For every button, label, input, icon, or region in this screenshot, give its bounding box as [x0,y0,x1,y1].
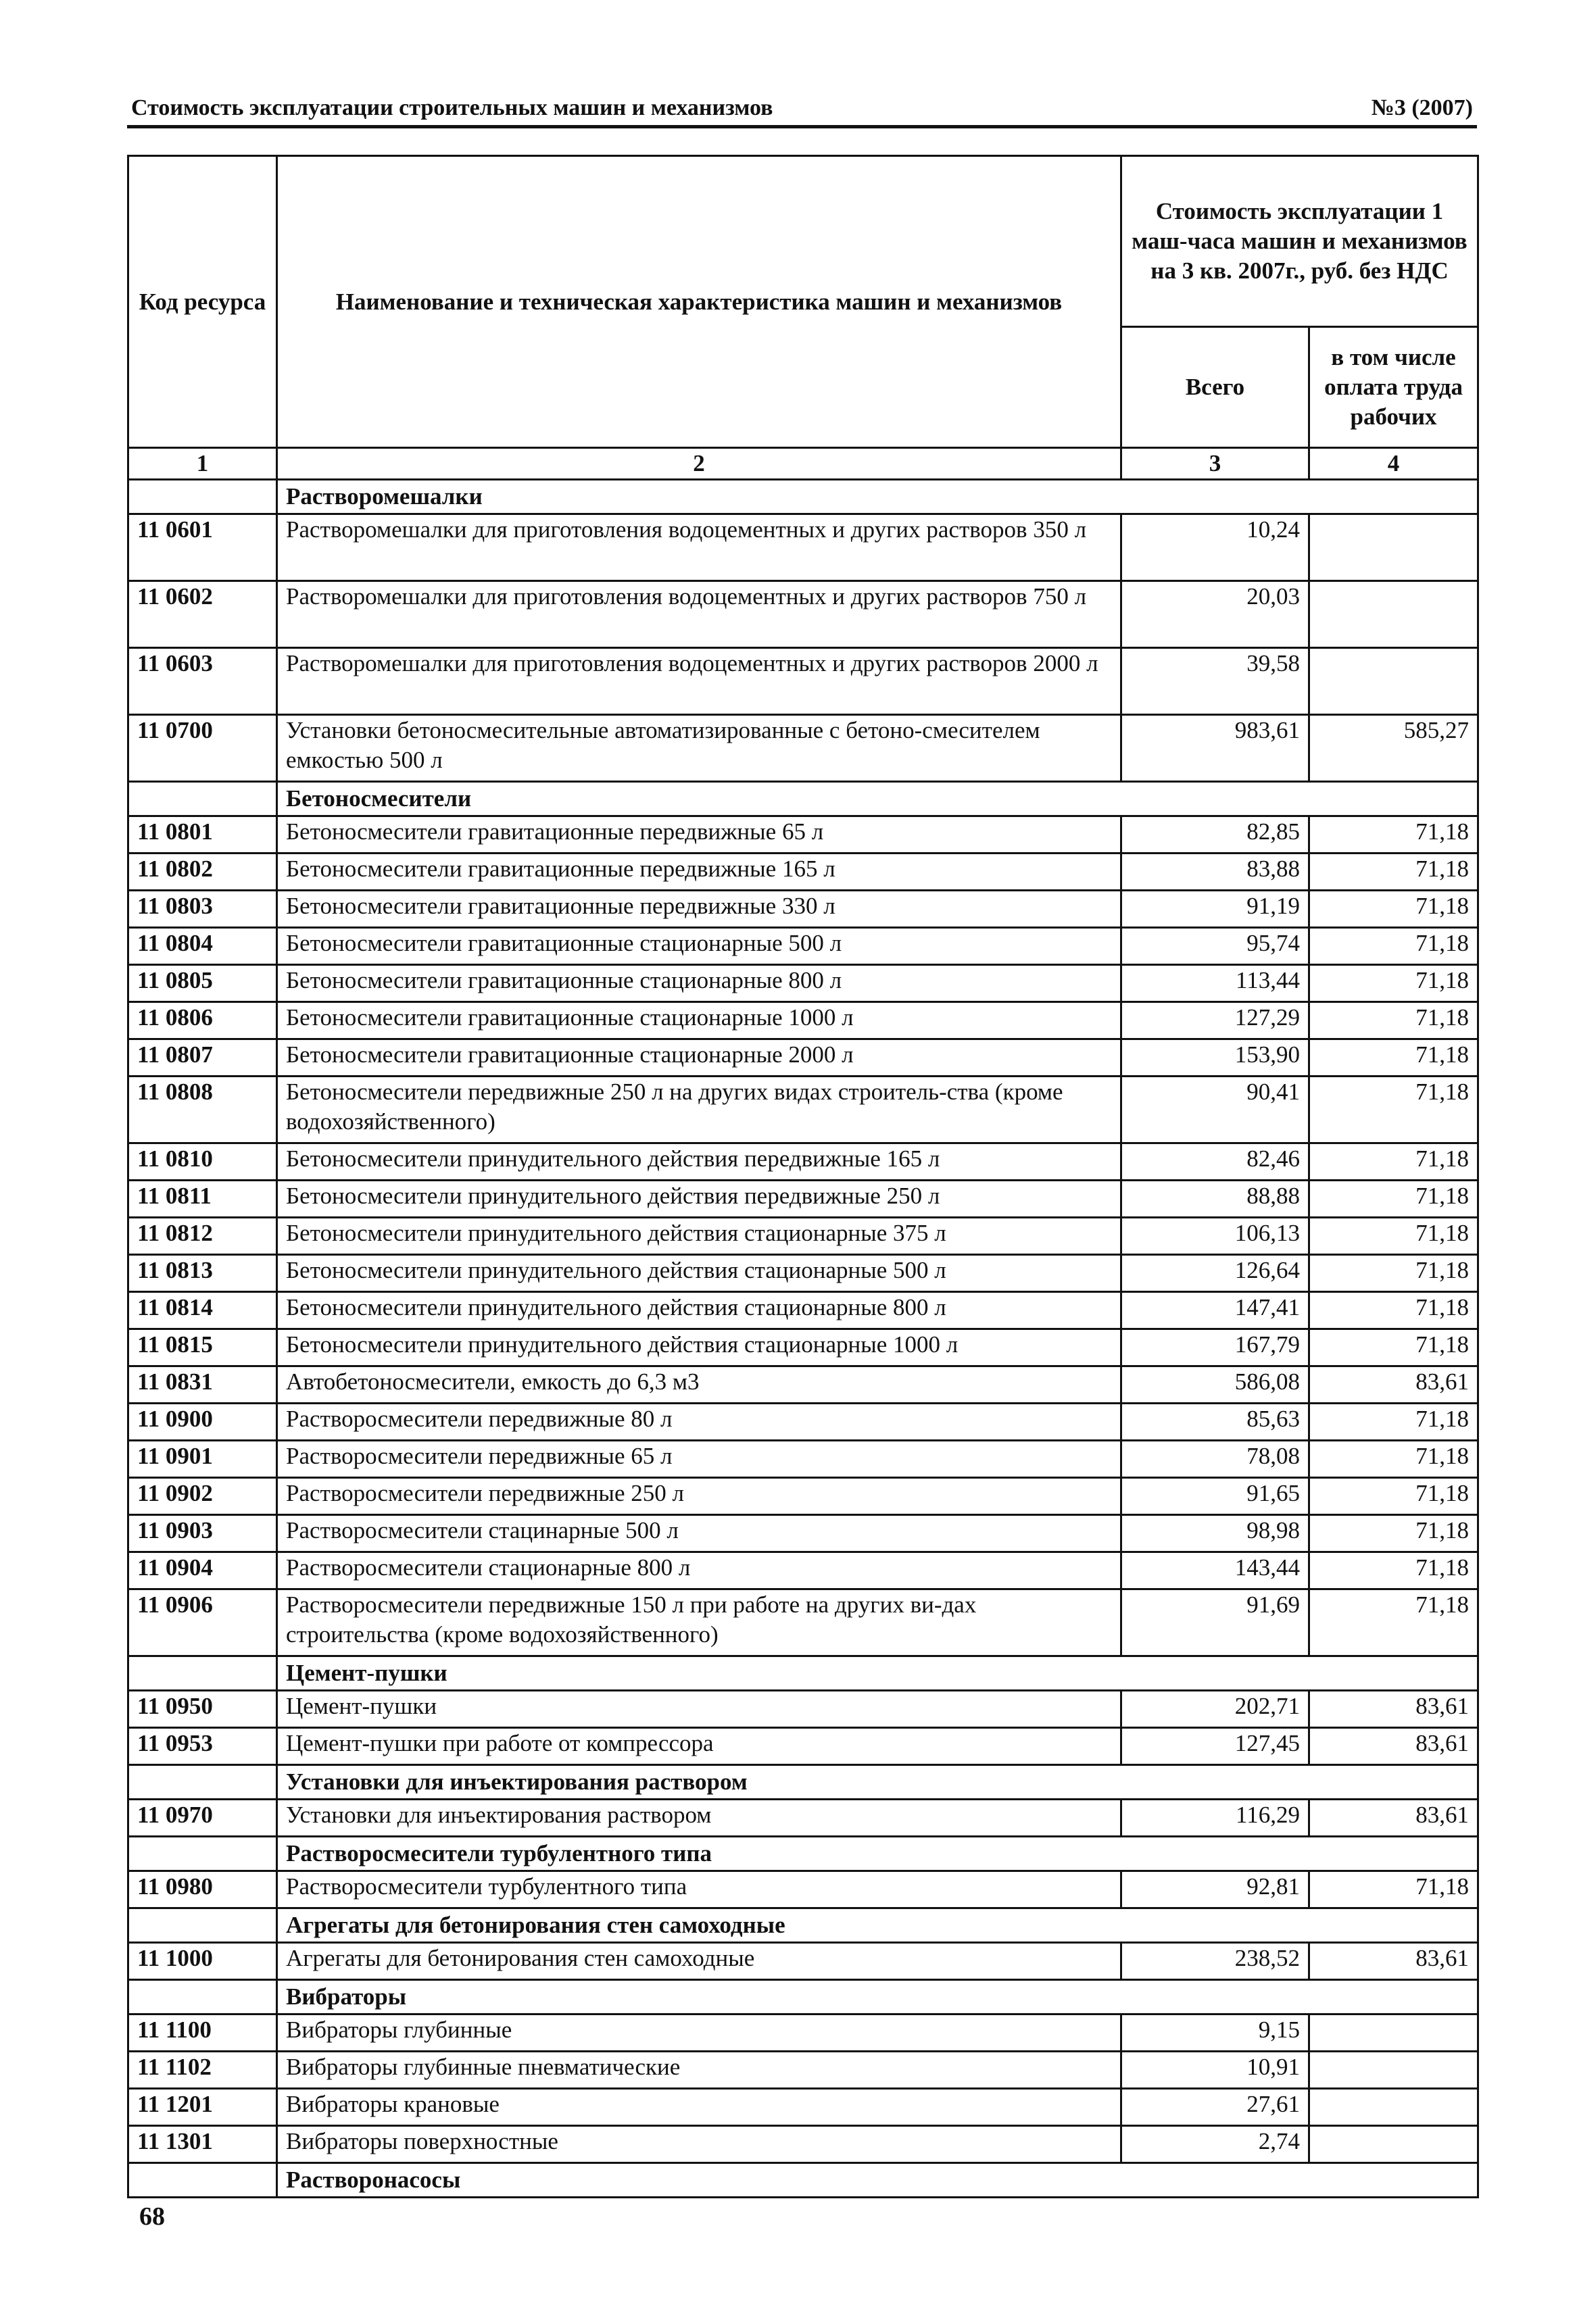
cost-total: 126,64 [1121,1255,1309,1292]
col-number-4: 4 [1309,448,1478,480]
table-row [128,1800,1478,1837]
machine-name: Вибраторы глубинные пневматические [277,2052,1121,2089]
cost-total: 91,65 [1121,1478,1309,1515]
col-number-1: 1 [128,448,277,480]
cost-total: 20,03 [1121,581,1309,648]
resource-code: 11 0811 [128,1181,277,1218]
machine-name: Бетоносмесители гравитационные передвижные 165 л [277,854,1121,891]
section-title: Цемент-пушки [277,1656,1478,1691]
section-code-cell [128,1765,277,1800]
section-title: Растворосмесители турбулентного типа [277,1837,1478,1871]
issue-number: №3 (2007) [1371,95,1473,120]
machine-name: Растворосмесители стацинарные 500 л [277,1515,1121,1552]
machine-name: Растворомешалки для приготовления водоцементных и других растворов 350 л [277,514,1121,581]
table-row [128,1441,1478,1478]
cost-total: 82,46 [1121,1143,1309,1181]
table-row [128,1515,1478,1552]
machine-name: Агрегаты для бетонирования стен самоходные [277,1943,1121,1980]
resource-code: 11 0950 [128,1691,277,1728]
machine-name: Бетоносмесители гравитационные стационарные 2000 л [277,1039,1121,1077]
cost-total: 9,15 [1121,2014,1309,2052]
cost-total: 78,08 [1121,1441,1309,1478]
cost-labor: 71,18 [1309,1478,1478,1515]
cost-total: 10,91 [1121,2052,1309,2089]
table-row [128,965,1478,1002]
cost-total: 92,81 [1121,1871,1309,1908]
machine-name: Вибраторы поверхностные [277,2126,1121,2163]
cost-labor: 83,61 [1309,1943,1478,1980]
section-code-cell [128,782,277,816]
cost-total: 27,61 [1121,2089,1309,2126]
table-row [128,1143,1478,1181]
resource-code: 11 0801 [128,816,277,854]
resource-code: 11 0805 [128,965,277,1002]
machine-name: Бетоносмесители принудительного действия стационарные 500 л [277,1255,1121,1292]
cost-labor: 71,18 [1309,928,1478,965]
table-row [128,648,1478,715]
cost-total: 2,74 [1121,2126,1309,2163]
resource-code: 11 1000 [128,1943,277,1980]
col-header-name: Наименование и техническая характеристика машин и механизмов [277,156,1121,448]
machine-name: Бетоносмесители гравитационные передвижные 65 л [277,816,1121,854]
resource-code: 11 0804 [128,928,277,965]
cost-labor: 71,18 [1309,1255,1478,1292]
cost-labor: 71,18 [1309,1871,1478,1908]
cost-labor: 71,18 [1309,891,1478,928]
cost-labor: 71,18 [1309,965,1478,1002]
resource-code: 11 0812 [128,1218,277,1255]
cost-labor: 71,18 [1309,1002,1478,1039]
cost-labor: 71,18 [1309,1441,1478,1478]
col-header-code: Код ресурса [128,156,277,448]
resource-code: 11 0903 [128,1515,277,1552]
cost-total: 238,52 [1121,1943,1309,1980]
cost-total: 147,41 [1121,1292,1309,1329]
table-row [128,1404,1478,1441]
section-row [128,1837,1478,1871]
resource-code: 11 0902 [128,1478,277,1515]
resource-code: 11 1301 [128,2126,277,2163]
document-title: Стоимость эксплуатации строительных машин и механизмов [131,95,773,120]
resource-code: 11 0901 [128,1441,277,1478]
cost-labor: 71,18 [1309,1292,1478,1329]
machine-name: Растворомешалки для приготовления водоцементных и других растворов 750 л [277,581,1121,648]
table-row [128,928,1478,965]
table-row [128,816,1478,854]
col-number-3: 3 [1121,448,1309,480]
resource-code: 11 1201 [128,2089,277,2126]
cost-total: 127,29 [1121,1002,1309,1039]
col-number-2: 2 [277,448,1121,480]
table-row [128,891,1478,928]
table-row [128,1691,1478,1728]
table-row [128,715,1478,782]
machine-name: Растворосмесители передвижные 80 л [277,1404,1121,1441]
table-row [128,1181,1478,1218]
table-row [128,1366,1478,1404]
section-code-cell [128,480,277,514]
table-row [128,1255,1478,1292]
machine-name: Цемент-пушки при работе от компрессора [277,1728,1121,1765]
machine-name: Бетоносмесители принудительного действия передвижные 165 л [277,1143,1121,1181]
cost-labor [1309,2089,1478,2126]
page-header [127,90,1477,128]
resource-code: 11 1102 [128,2052,277,2089]
cost-labor: 71,18 [1309,1039,1478,1077]
machine-name: Бетоносмесители принудительного действия передвижные 250 л [277,1181,1121,1218]
cost-total: 95,74 [1121,928,1309,965]
table-row [128,1218,1478,1255]
machines-cost-table [127,155,1479,2198]
cost-labor [1309,2126,1478,2163]
resource-code: 11 0900 [128,1404,277,1441]
col-header-cost: Стоимость эксплуатации 1 маш-часа машин и механизмов на 3 кв. 2007г., руб. без НДС [1121,156,1478,327]
resource-code: 11 0807 [128,1039,277,1077]
cost-total: 116,29 [1121,1800,1309,1837]
resource-code: 11 0904 [128,1552,277,1589]
section-row [128,2163,1478,2198]
machine-name: Бетоносмесители гравитационные стационарные 500 л [277,928,1121,965]
cost-labor: 71,18 [1309,1077,1478,1143]
resource-code: 11 0970 [128,1800,277,1837]
table-row [128,2052,1478,2089]
cost-labor: 71,18 [1309,1329,1478,1366]
table-row [128,1728,1478,1765]
section-code-cell [128,1980,277,2014]
cost-labor: 71,18 [1309,1552,1478,1589]
section-row [128,782,1478,816]
table-row [128,2089,1478,2126]
section-row [128,1765,1478,1800]
table-row [128,2126,1478,2163]
section-code-cell [128,1837,277,1871]
cost-total: 90,41 [1121,1077,1309,1143]
machine-name: Бетоносмесители гравитационные стационарные 800 л [277,965,1121,1002]
cost-total: 983,61 [1121,715,1309,782]
table-row [128,1552,1478,1589]
table-row [128,581,1478,648]
machine-name: Бетоносмесители гравитационные стационарные 1000 л [277,1002,1121,1039]
table-row [128,1329,1478,1366]
table-row [128,1039,1478,1077]
section-title: Агрегаты для бетонирования стен самоходные [277,1908,1478,1943]
resource-code: 11 0601 [128,514,277,581]
resource-code: 11 0953 [128,1728,277,1765]
cost-labor [1309,2052,1478,2089]
resource-code: 11 0808 [128,1077,277,1143]
cost-total: 85,63 [1121,1404,1309,1441]
table-row [128,1871,1478,1908]
section-row [128,1980,1478,2014]
cost-labor: 83,61 [1309,1728,1478,1765]
table-row [128,1943,1478,1980]
machine-name: Растворосмесители передвижные 150 л при работе на других ви-дах строительства (кроме водохозяйственного) [277,1589,1121,1656]
section-row [128,1656,1478,1691]
table-row [128,1292,1478,1329]
section-title: Вибраторы [277,1980,1478,2014]
resource-code: 11 0603 [128,648,277,715]
cost-labor: 71,18 [1309,1143,1478,1181]
resource-code: 11 0803 [128,891,277,928]
resource-code: 11 0700 [128,715,277,782]
section-title: Установки для инъектирования раствором [277,1765,1478,1800]
cost-total: 106,13 [1121,1218,1309,1255]
cost-total: 91,69 [1121,1589,1309,1656]
machine-name: Цемент-пушки [277,1691,1121,1728]
section-row [128,480,1478,514]
resource-code: 11 0810 [128,1143,277,1181]
cost-labor: 71,18 [1309,1181,1478,1218]
cost-total: 10,24 [1121,514,1309,581]
cost-labor: 71,18 [1309,1515,1478,1552]
cost-total: 83,88 [1121,854,1309,891]
cost-total: 153,90 [1121,1039,1309,1077]
cost-total: 113,44 [1121,965,1309,1002]
resource-code: 11 0802 [128,854,277,891]
cost-total: 82,85 [1121,816,1309,854]
machine-name: Вибраторы крановые [277,2089,1121,2126]
resource-code: 11 0980 [128,1871,277,1908]
resource-code: 11 0814 [128,1292,277,1329]
section-title: Бетоносмесители [277,782,1478,816]
machine-name: Бетоносмесители гравитационные передвижные 330 л [277,891,1121,928]
resource-code: 11 0815 [128,1329,277,1366]
resource-code: 11 0831 [128,1366,277,1404]
cost-labor: 71,18 [1309,1589,1478,1656]
cost-labor: 71,18 [1309,854,1478,891]
table-row [128,1002,1478,1039]
table-row [128,1589,1478,1656]
cost-total: 202,71 [1121,1691,1309,1728]
machine-name: Установки для инъектирования раствором [277,1800,1121,1837]
cost-total: 127,45 [1121,1728,1309,1765]
table-row [128,514,1478,581]
cost-labor: 71,18 [1309,1404,1478,1441]
machine-name: Бетоносмесители принудительного действия стационарные 800 л [277,1292,1121,1329]
table-row [128,854,1478,891]
cost-labor: 83,61 [1309,1800,1478,1837]
machine-name: Растворосмесители передвижные 65 л [277,1441,1121,1478]
machine-name: Растворосмесители турбулентного типа [277,1871,1121,1908]
cost-labor: 71,18 [1309,816,1478,854]
cost-labor [1309,581,1478,648]
cost-total: 39,58 [1121,648,1309,715]
section-row [128,1908,1478,1943]
cost-labor [1309,514,1478,581]
resource-code: 11 0602 [128,581,277,648]
cost-total: 91,19 [1121,891,1309,928]
cost-total: 143,44 [1121,1552,1309,1589]
machine-name: Автобетоносмесители, емкость до 6,3 м3 [277,1366,1121,1404]
machine-name: Установки бетоносмесительные автоматизированные с бетоно-смесителем емкостью 500 л [277,715,1121,782]
resource-code: 11 0813 [128,1255,277,1292]
cost-labor: 83,61 [1309,1691,1478,1728]
page-number: 68 [139,2202,165,2231]
machine-name: Бетоносмесители принудительного действия стационарные 375 л [277,1218,1121,1255]
section-code-cell [128,2163,277,2198]
cost-total: 167,79 [1121,1329,1309,1366]
cost-labor [1309,2014,1478,2052]
col-header-labor: в том числе оплата труда рабочих [1309,327,1478,448]
table-row [128,2014,1478,2052]
machine-name: Бетоносмесители передвижные 250 л на других видах строитель-ства (кроме водохозяйственного) [277,1077,1121,1143]
section-code-cell [128,1908,277,1943]
table-body [128,480,1478,2198]
cost-total: 88,88 [1121,1181,1309,1218]
cost-labor: 83,61 [1309,1366,1478,1404]
cost-labor [1309,648,1478,715]
section-title: Растворонасосы [277,2163,1478,2198]
resource-code: 11 1100 [128,2014,277,2052]
table-row [128,1077,1478,1143]
machine-name: Растворосмесители стационарные 800 л [277,1552,1121,1589]
machine-name: Растворомешалки для приготовления водоцементных и других растворов 2000 л [277,648,1121,715]
resource-code: 11 0806 [128,1002,277,1039]
table-row [128,1478,1478,1515]
section-code-cell [128,1656,277,1691]
col-header-total: Всего [1121,327,1309,448]
section-title: Растворомешалки [277,480,1478,514]
cost-labor: 71,18 [1309,1218,1478,1255]
cost-labor: 585,27 [1309,715,1478,782]
cost-total: 586,08 [1121,1366,1309,1404]
machine-name: Растворосмесители передвижные 250 л [277,1478,1121,1515]
machine-name: Бетоносмесители принудительного действия стационарные 1000 л [277,1329,1121,1366]
machine-name: Вибраторы глубинные [277,2014,1121,2052]
resource-code: 11 0906 [128,1589,277,1656]
cost-total: 98,98 [1121,1515,1309,1552]
